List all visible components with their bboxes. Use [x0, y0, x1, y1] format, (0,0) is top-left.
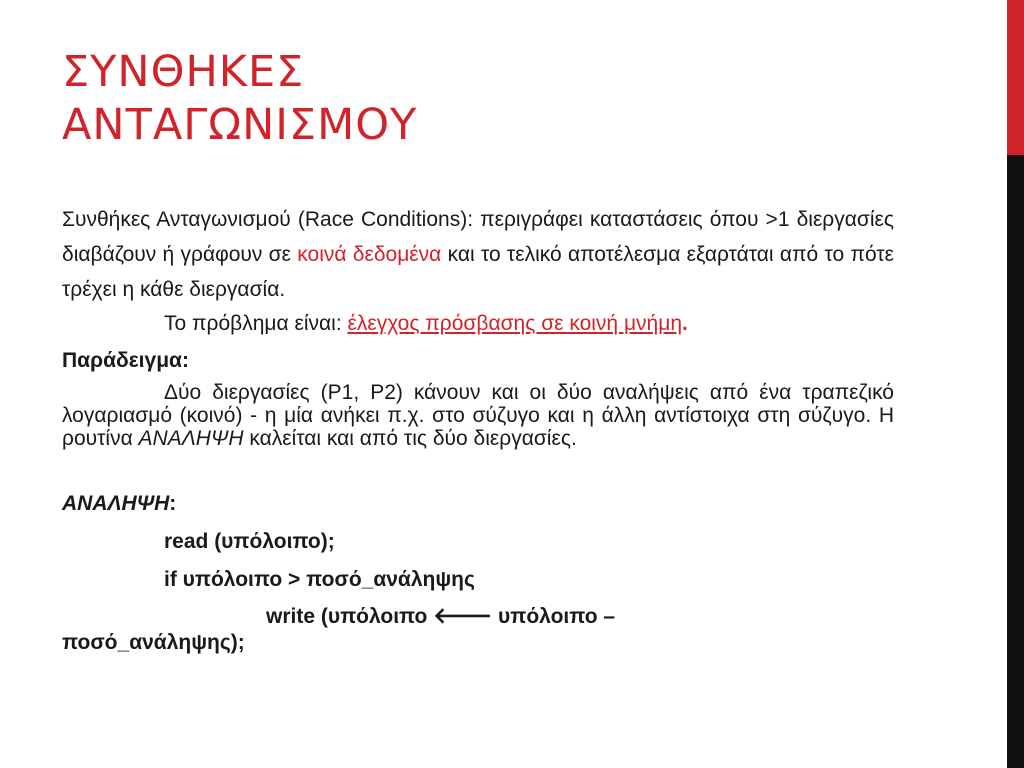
- code-routine-heading: [62, 489, 176, 519]
- code-line-write: [62, 604, 615, 630]
- problem-line: [62, 309, 688, 339]
- code-line-amount: ποσό_ανάληψης);: [62, 631, 245, 654]
- code-routine-name: ΑΝΑΛΗΨΗ: [62, 492, 170, 515]
- example-text-before: Δύο διεργασίες (P1, P2) κάνουν και οι δύο αναλήψεις από ένα τραπεζικό λογαριασμό (κοινό) - η μία ανήκει π.χ. στο σύζυγο και η άλλη αντίστοιχα στη σύζυγο. Η ρουτίνα: [62, 381, 894, 450]
- problem-label: Το πρόβλημα είναι:: [164, 312, 348, 335]
- intro-paragraph: [62, 202, 894, 307]
- shared-data-highlight: κοινά δεδομένα: [297, 243, 442, 266]
- problem-period: .: [682, 312, 688, 335]
- slide-title: [62, 46, 417, 152]
- code-line-if: if υπόλοιπο > ποσό_ανάληψης: [164, 568, 475, 591]
- code-write-end: υπόλοιπο –: [492, 605, 616, 628]
- intro-text-after: και το τελικό αποτέλεσμα εξαρτάται από το πότε τρέχει η κάθε διεργασία.: [62, 243, 894, 301]
- access-control-link[interactable]: έλεγχος πρόσβασης σε κοινή μνήμη: [347, 312, 683, 335]
- intro-text-before: Συνθήκες Ανταγωνισμού (Race Conditions): περιγράφει καταστάσεις όπου >1 διεργασίες διαβάζουν ή γράφουν σε: [62, 208, 894, 266]
- code-write-start: write (υπόλοιπο: [266, 605, 434, 628]
- accent-bar-dark: [1007, 155, 1024, 768]
- code-routine-colon: :: [169, 492, 177, 515]
- example-heading: Παράδειγμα:: [62, 349, 189, 372]
- example-paragraph: [62, 381, 894, 450]
- accent-bar-red: [1007, 0, 1024, 155]
- title-line-1: ΣΥΝΘΗΚΕΣ: [62, 47, 305, 97]
- left-arrow-icon: 🡐: [433, 604, 493, 629]
- code-line-read: read (υπόλοιπο);: [164, 530, 335, 553]
- example-text-after: καλείται και από τις δύο διεργασίες.: [243, 427, 577, 450]
- example-routine-name: ΑΝΑΛΗΨΗ: [138, 427, 244, 450]
- title-line-2: ΑΝΤΑΓΩΝΙΣΜΟΥ: [62, 100, 418, 150]
